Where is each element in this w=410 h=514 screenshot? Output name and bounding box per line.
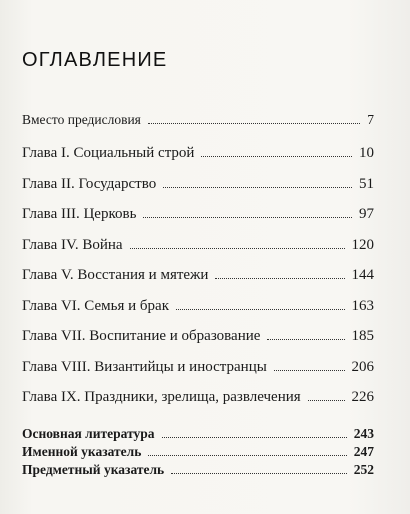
toc-entry-label: Именной указатель: [22, 443, 142, 459]
toc-entry-page: 163: [351, 297, 374, 314]
toc-back-matter-entry: [22, 426, 374, 444]
toc-entry: [22, 176, 374, 207]
toc-entry-page: 120: [351, 236, 374, 253]
dot-leader: [171, 472, 347, 474]
toc-back-matter-entry: [22, 444, 374, 462]
dot-leader: [162, 436, 347, 438]
toc-entry-page: 97: [359, 206, 374, 222]
toc-back-matter-entry: [22, 462, 374, 480]
dot-leader: [308, 399, 345, 401]
toc-entry-label: Глава VII. Воспитание и образование: [22, 328, 261, 344]
toc-entry-label: Глава II. Государство: [22, 175, 157, 192]
dot-leader: [130, 247, 345, 249]
dot-leader: [215, 277, 344, 279]
toc-entry-label: Вместо предисловия: [22, 112, 141, 127]
dot-leader: [148, 122, 360, 124]
toc-entry-page: 226: [351, 389, 374, 405]
toc-entry: [22, 359, 374, 390]
toc-entry-label: Глава I. Социальный строй: [22, 145, 195, 161]
toc-entry: [22, 328, 374, 359]
page-title: ОГЛАВЛЕНИЕ: [22, 49, 168, 72]
toc-entry: [22, 206, 374, 237]
toc-entry-page: 185: [351, 328, 374, 344]
toc-entry: [22, 145, 374, 176]
table-of-contents: [22, 112, 374, 480]
toc-entry-label: Глава IX. Праздники, зрелища, развлечения: [22, 389, 301, 405]
toc-entry-page: 7: [367, 112, 374, 127]
toc-entry: [22, 112, 374, 145]
toc-entry-label: Глава V. Восстания и мятежи: [22, 267, 209, 283]
dot-leader: [163, 186, 352, 188]
toc-entry-label: Глава IV. Война: [22, 236, 123, 253]
toc-entry-label: Глава VIII. Византийцы и иностранцы: [22, 358, 267, 375]
dot-leader: [143, 216, 352, 218]
toc-entry-page: 206: [351, 358, 374, 375]
toc-entry: [22, 237, 374, 268]
toc-entry-page: 10: [359, 145, 374, 161]
toc-entry-page: 252: [353, 461, 374, 477]
dot-leader: [274, 369, 345, 371]
toc-entry-page: 247: [353, 443, 374, 459]
toc-entry: [22, 389, 374, 420]
dot-leader: [267, 338, 344, 340]
toc-entry-label: Предметный указатель: [22, 461, 165, 477]
toc-entry-label: Основная литература: [22, 425, 155, 441]
dot-leader: [176, 308, 345, 310]
toc-entry-label: Глава III. Церковь: [22, 206, 137, 222]
dot-leader: [201, 155, 352, 157]
dot-leader: [148, 454, 346, 456]
toc-entry-page: 243: [353, 425, 374, 441]
toc-entry: [22, 267, 374, 298]
toc-entry-page: 144: [351, 267, 374, 283]
toc-entry-label: Глава VI. Семья и брак: [22, 297, 169, 314]
toc-entry: [22, 298, 374, 329]
toc-entry-page: 51: [359, 175, 374, 192]
